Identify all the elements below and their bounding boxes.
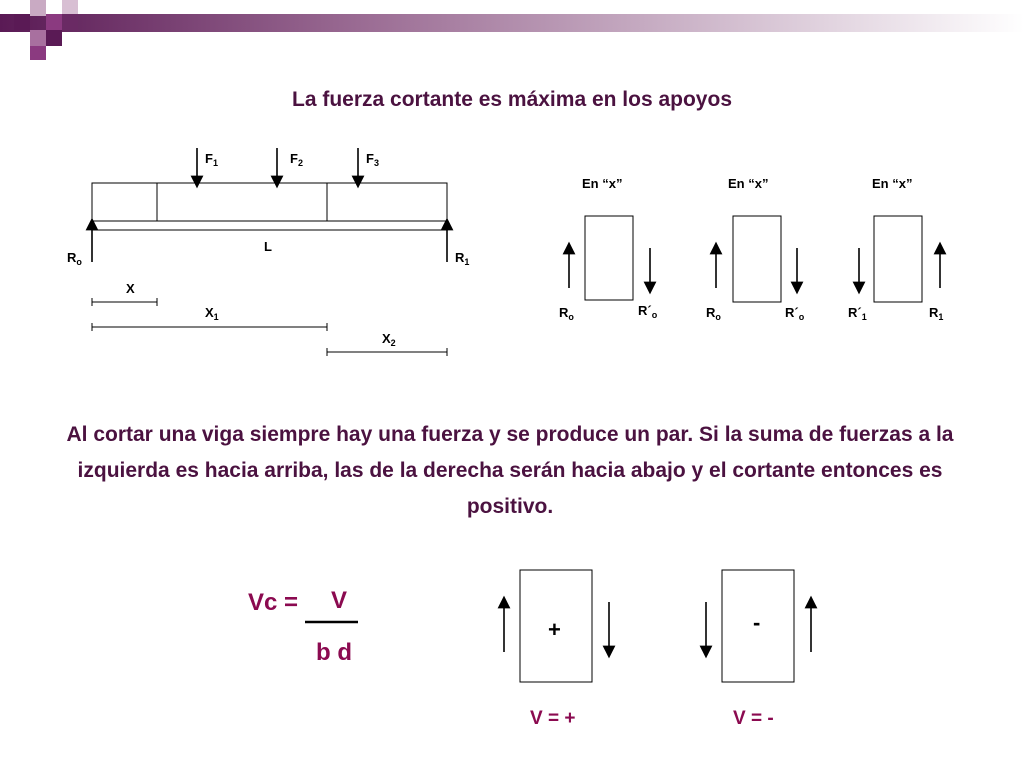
- section-2-right-label: $R´_o$: [785, 305, 805, 322]
- formula-lhs: Vc =: [248, 589, 299, 616]
- section-2-left-label: $R_o$: [706, 305, 721, 322]
- section-3-left-label: $R´_1$: [848, 305, 867, 322]
- negative-label: V = -: [733, 708, 774, 729]
- section-3-right-label: $R_1$: [929, 305, 944, 322]
- section-1-caption: En “x”: [582, 176, 623, 191]
- explanation-paragraph: Al cortar una viga siempre hay una fuerza y se produce un par. Si la suma de fuerzas a la izquierda es hacia arriba, las de la derecha serán hacia abajo y el cortante entonces es positivo.: [66, 423, 954, 518]
- slide-title: La fuerza cortante es máxima en los apoyos: [292, 88, 732, 111]
- distance-label-x: X: [126, 281, 135, 296]
- negative-sign: -: [753, 610, 761, 635]
- distance-label-x2: $X_2$: [382, 331, 396, 348]
- section-block-3: [874, 216, 922, 302]
- force-label-f3: $F_3$: [366, 151, 379, 168]
- formula-numerator: V: [331, 587, 348, 614]
- force-label-f1: $F_1$: [205, 151, 218, 168]
- length-label: L: [264, 239, 272, 254]
- beam: [92, 183, 447, 221]
- force-label-f2: $F_2$: [290, 151, 303, 168]
- formula-denominator: b d: [316, 639, 352, 666]
- distance-label-x1: $X_1$: [205, 305, 219, 322]
- section-block-2: [733, 216, 781, 302]
- section-1-left-label: $R_o$: [559, 305, 574, 322]
- section-block-1: [585, 216, 633, 300]
- support-label-left: $R_o$: [67, 250, 82, 267]
- section-1-right-label: $R´_o$: [638, 303, 658, 320]
- positive-label: V = +: [530, 708, 576, 729]
- support-label-right: $R_1$: [455, 250, 470, 267]
- section-2-caption: En “x”: [728, 176, 769, 191]
- positive-sign: +: [548, 617, 561, 642]
- section-3-caption: En “x”: [872, 176, 913, 191]
